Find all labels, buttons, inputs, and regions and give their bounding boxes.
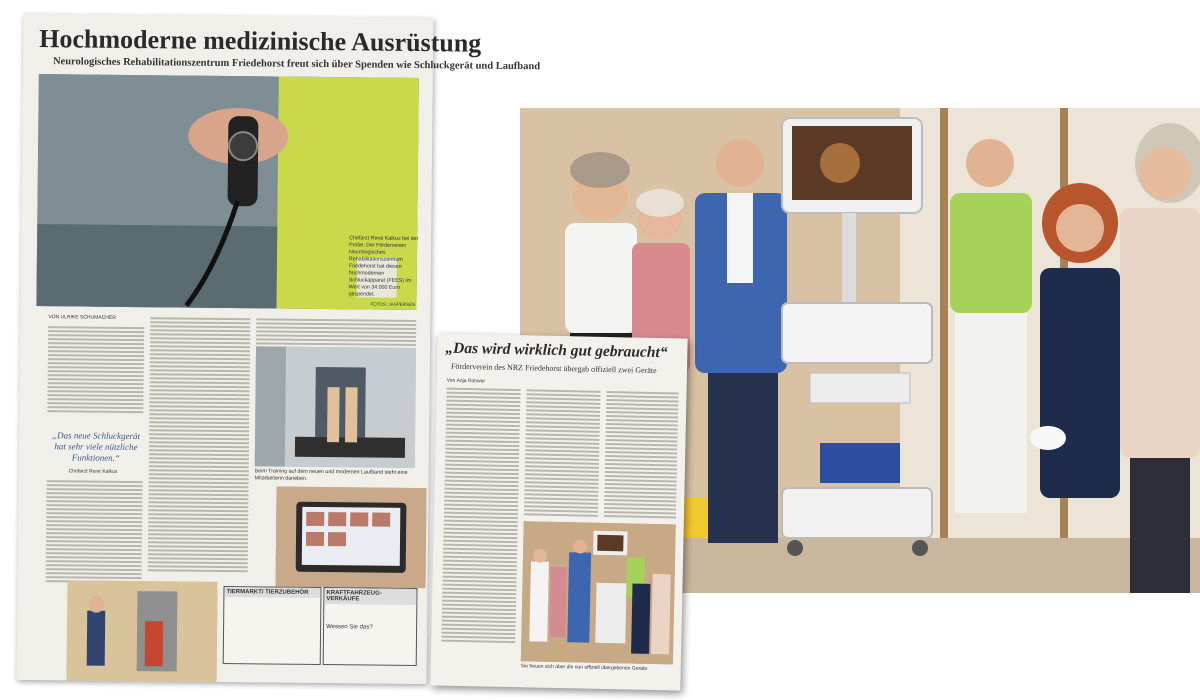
therapy-photo xyxy=(67,580,218,682)
small-text-column-3 xyxy=(604,389,679,520)
ad-kraftfahrzeug xyxy=(323,587,418,666)
small-subheadline: Förderverein des NRZ Friedehorst übergab offiziell zwei Geräte xyxy=(450,361,657,376)
small-headline: „Das wird wirklich gut gebraucht“ xyxy=(445,339,668,362)
ad-tiermarkt-title: TIERMARKT/ TIERZUBEHÖR xyxy=(224,587,320,598)
small-group-photo xyxy=(521,521,676,664)
ad-kraftfahrzeug-title: KRAFTFAHRZEUG-VERKÄUFE xyxy=(324,588,416,605)
ad-wessen-text: Wessen Sie das? xyxy=(326,624,373,631)
main-headline: Hochmoderne medizinische Ausrüstung xyxy=(39,24,482,58)
small-photo-caption: Sie freuen sich über die nun offiziell übergebenen Geräte xyxy=(520,663,648,672)
main-text-column-2 xyxy=(148,315,251,574)
main-photo-caption: Chefarzt René Kalkus bei der Probe: Der Förderverein Neurologisches Rehabilitationszentrum Friedehorst hat diesen hochmodernen Schluckapparat (FEES) im Wert von 34.000 Euro gespendet. xyxy=(348,235,419,298)
small-text-column-2 xyxy=(524,387,601,519)
treadmill-caption: Beim Training auf dem neuen und modernen Laufband steht eine Mitarbeiterin daneben. xyxy=(254,468,408,482)
treadmill-photo xyxy=(255,346,416,468)
ad-tiermarkt xyxy=(223,586,322,665)
small-byline: Von Anja Rohwer xyxy=(446,377,486,385)
newspaper-clipping-small xyxy=(430,333,687,690)
main-byline: VON ULRIKE SCHUMACHER xyxy=(48,314,116,321)
main-subheadline: Neurologisches Rehabilitationszentrum Friedehorst freut sich über Spenden wie Schluckgerät und Laufband xyxy=(52,56,541,73)
tablet-photo xyxy=(276,487,427,589)
small-text-column-1 xyxy=(441,386,520,645)
main-photo-credit: FOTOS: JASPERSEN xyxy=(370,301,416,307)
main-text-column-1 xyxy=(47,324,144,415)
main-text-column-1b xyxy=(46,478,143,585)
main-pull-quote: „Das neue Schluckgerät hat sehr viele nützliche Funktionen.“ xyxy=(52,430,141,463)
main-pull-quote-author: Chefarzt René Kalkus xyxy=(68,468,118,475)
